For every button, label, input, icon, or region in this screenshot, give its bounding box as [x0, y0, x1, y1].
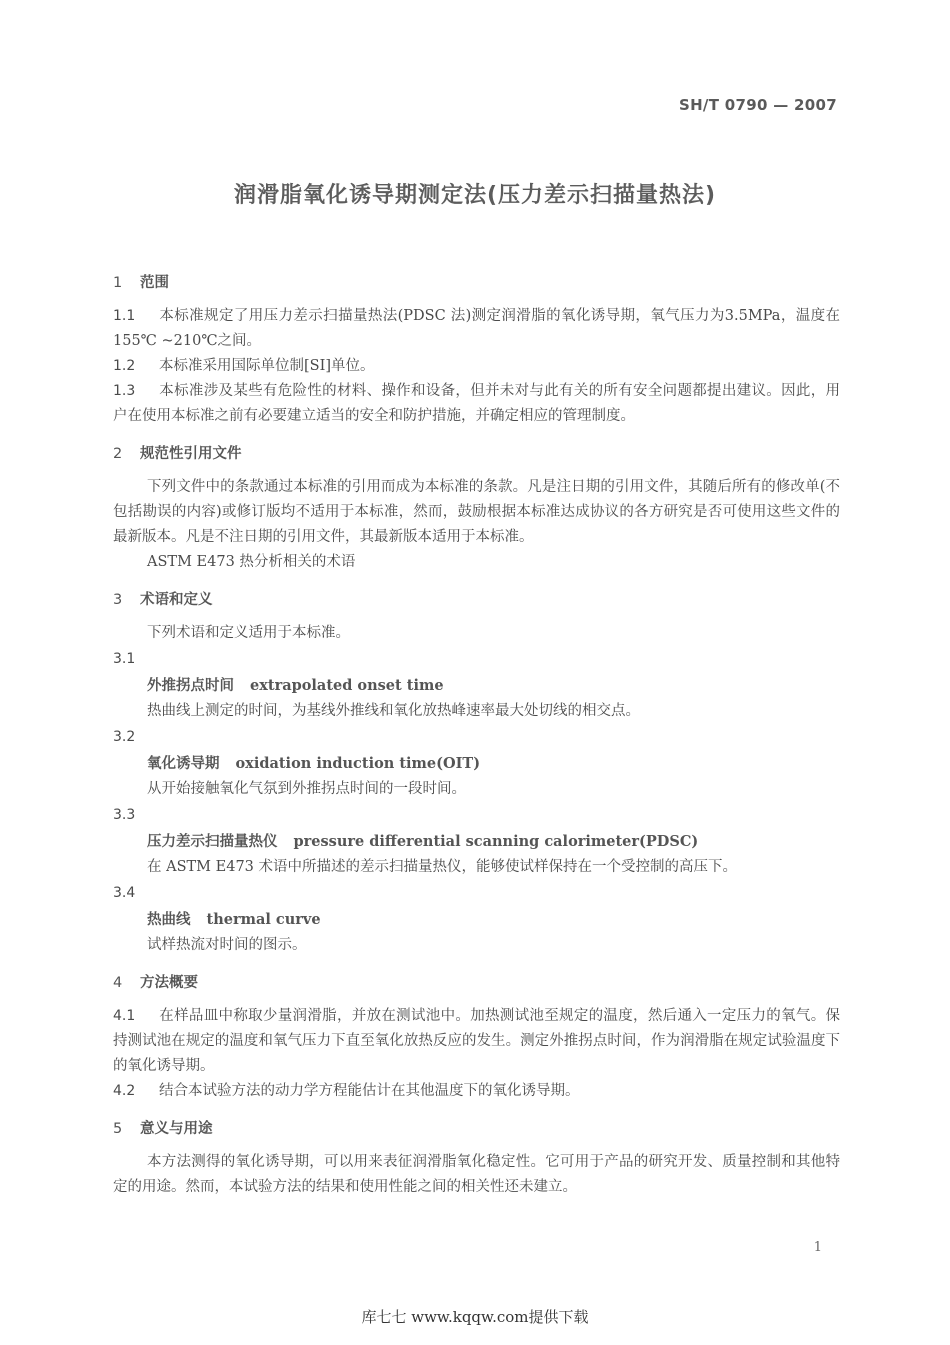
clause-number: 1.3 — [113, 383, 136, 399]
term-3-2-title — [113, 751, 840, 777]
term-cn: 压力差示扫描量热仪 — [147, 834, 278, 850]
terms-intro: 下列术语和定义适用于本标准。 — [147, 625, 350, 641]
term-en: pressure differential scanning calorimeter(PDSC) — [293, 833, 699, 850]
section-number: 2 — [113, 446, 123, 462]
term-en: oxidation induction time(OIT) — [235, 755, 481, 772]
term-3-3-title — [113, 829, 840, 855]
section-title: 规范性引用文件 — [140, 446, 242, 462]
section-title: 术语和定义 — [140, 592, 213, 608]
clause-text: 结合本试验方法的动力学方程能估计在其他温度下的氧化诱导期。 — [159, 1083, 580, 1099]
section-4-heading — [113, 968, 840, 998]
term-3-3-number: 3.3 — [113, 807, 136, 823]
page-number: 1 — [813, 1240, 822, 1255]
term-cn: 氧化诱导期 — [147, 756, 220, 772]
reference-item: ASTM E473 热分析相关的术语 — [147, 554, 356, 570]
normative-references-text: 下列文件中的条款通过本标准的引用而成为本标准的条款。凡是注日期的引用文件，其随后所有的修改单(不包括勘误的内容)或修订版均不适用于本标准，然而，鼓励根据本标准达成协议的各方研究是否可使用这些文件的最新版本。凡是不注日期的引用文件，其最新版本适用于本标准。 — [113, 479, 840, 545]
section-1-heading — [113, 268, 840, 298]
section-5-heading — [113, 1114, 840, 1144]
clause-text: 本标准采用国际单位制[SI]单位。 — [159, 358, 375, 374]
section-2-heading — [113, 439, 840, 469]
term-3-3-definition: 在 ASTM E473 术语中所描述的差示扫描量热仪，能够使试样保持在一个受控制的高压下。 — [147, 859, 738, 875]
clause-text: 本标准涉及某些有危险性的材料、操作和设备，但并未对与此有关的所有安全问题都提出建议。因此，用户在使用本标准之前有必要建立适当的安全和防护措施，并确定相应的管理制度。 — [113, 383, 840, 424]
clause-number: 4.1 — [113, 1008, 136, 1024]
clause-4-2 — [113, 1079, 840, 1104]
clause-text: 本标准规定了用压力差示扫描量热法(PDSC 法)测定润滑脂的氧化诱导期，氧气压力为3.5MPa，温度在155℃ ~210℃之间。 — [113, 308, 840, 349]
term-3-4-number: 3.4 — [113, 885, 136, 901]
section-title: 范围 — [140, 275, 169, 291]
section-number: 4 — [113, 975, 123, 991]
term-en: thermal curve — [206, 911, 321, 928]
document-body — [113, 268, 840, 1200]
term-en: extrapolated onset time — [250, 677, 444, 694]
section-number: 3 — [113, 592, 123, 608]
standard-code: SH/T 0790 — 2007 — [678, 96, 837, 114]
clause-number: 4.2 — [113, 1083, 136, 1099]
clause-1-3 — [113, 379, 840, 429]
term-3-4-definition: 试样热流对时间的图示。 — [147, 937, 307, 953]
section-title: 意义与用途 — [140, 1121, 213, 1137]
term-3-1-definition: 热曲线上测定的时间，为基线外推线和氧化放热峰速率最大处切线的相交点。 — [147, 703, 640, 719]
document-title: 润滑脂氧化诱导期测定法(压力差示扫描量热法) — [233, 183, 717, 208]
clause-number: 1.1 — [113, 308, 136, 324]
term-3-4-title — [113, 907, 840, 933]
section-number: 1 — [113, 275, 123, 291]
clause-number: 1.2 — [113, 358, 136, 374]
term-cn: 外推拐点时间 — [147, 678, 234, 694]
section-number: 5 — [113, 1121, 123, 1137]
clause-1-2 — [113, 354, 840, 379]
term-3-2-definition: 从开始接触氧化气氛到外推拐点时间的一段时间。 — [147, 781, 466, 797]
term-3-2-number: 3.2 — [113, 729, 136, 745]
term-cn: 热曲线 — [147, 912, 191, 928]
clause-1-1 — [113, 304, 840, 354]
term-3-1-number: 3.1 — [113, 651, 136, 667]
download-footer: 库七七 www.kqqw.com提供下载 — [361, 1308, 589, 1326]
section-title: 方法概要 — [140, 975, 198, 991]
section-3-heading — [113, 585, 840, 615]
significance-text: 本方法测得的氧化诱导期，可以用来表征润滑脂氧化稳定性。它可用于产品的研究开发、质量控制和其他特定的用途。然而，本试验方法的结果和使用性能之间的相关性还未建立。 — [113, 1154, 840, 1195]
term-3-1-title — [113, 673, 840, 699]
clause-4-1 — [113, 1004, 840, 1079]
clause-text: 在样品皿中称取少量润滑脂，并放在测试池中。加热测试池至规定的温度，然后通入一定压力的氧气。保持测试池在规定的温度和氧气压力下直至氧化放热反应的发生。测定外推拐点时间，作为润滑脂在规定试验温度下的氧化诱导期。 — [113, 1008, 840, 1074]
